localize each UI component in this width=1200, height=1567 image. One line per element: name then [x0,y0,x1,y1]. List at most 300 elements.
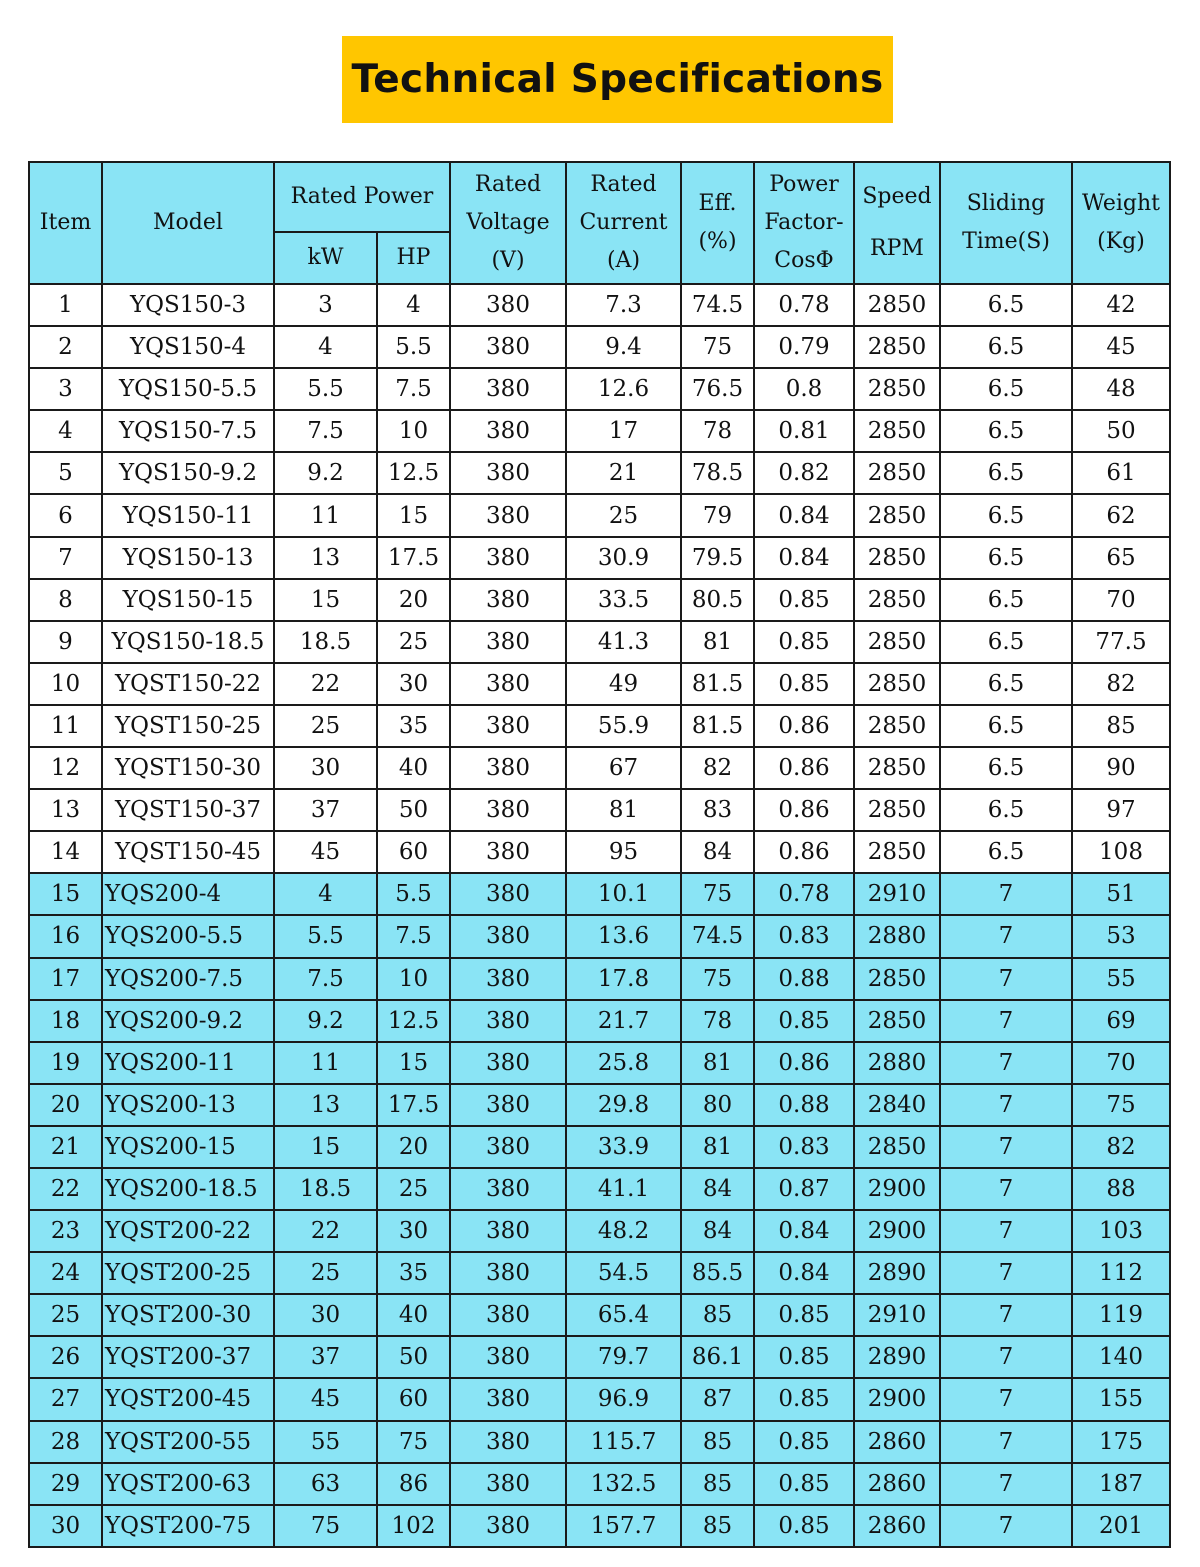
cell-eff: 76.5 [681,368,754,410]
cell-weight: 82 [1072,1126,1170,1168]
cell-pf: 0.86 [754,1042,854,1084]
cell-hp: 50 [377,1336,450,1378]
cell-model: YQST200-63 [102,1463,274,1505]
cell-speed: 2850 [854,705,940,747]
cell-current: 25.8 [566,1042,681,1084]
cell-weight: 90 [1072,747,1170,789]
cell-model: YQS200-9.2 [102,1000,274,1042]
cell-eff: 75 [681,326,754,368]
header-speed [854,162,940,284]
header-power-factor-line-1: Power [769,172,839,197]
cell-current: 21.7 [566,1000,681,1042]
cell-item: 21 [29,1126,102,1168]
cell-kw: 45 [274,831,377,873]
cell-hp: 12.5 [377,1000,450,1042]
header-sliding-time [940,162,1072,284]
table-row [29,537,1170,579]
cell-model: YQS150-18.5 [102,621,274,663]
cell-current: 95 [566,831,681,873]
cell-eff: 81 [681,1126,754,1168]
cell-voltage: 380 [450,831,566,873]
cell-hp: 5.5 [377,326,450,368]
cell-pf: 0.88 [754,958,854,1000]
cell-voltage: 380 [450,1168,566,1210]
header-rated-voltage-line-3: (V) [491,248,525,273]
cell-weight: 48 [1072,368,1170,410]
cell-current: 10.1 [566,873,681,915]
page-title: Technical Specifications [351,57,884,102]
cell-eff: 84 [681,1168,754,1210]
cell-speed: 2860 [854,1421,940,1463]
cell-item: 22 [29,1168,102,1210]
cell-weight: 119 [1072,1294,1170,1336]
cell-model: YQS200-13 [102,1084,274,1126]
table-row [29,747,1170,789]
cell-eff: 83 [681,789,754,831]
cell-kw: 7.5 [274,410,377,452]
cell-sliding: 6.5 [940,368,1072,410]
cell-current: 79.7 [566,1336,681,1378]
cell-voltage: 380 [450,1210,566,1252]
cell-sliding: 7 [940,1378,1072,1420]
cell-model: YQST150-37 [102,789,274,831]
cell-kw: 4 [274,326,377,368]
cell-item: 2 [29,326,102,368]
cell-pf: 0.83 [754,915,854,957]
cell-sliding: 7 [940,915,1072,957]
cell-kw: 15 [274,579,377,621]
cell-weight: 62 [1072,494,1170,536]
cell-eff: 85.5 [681,1252,754,1294]
cell-weight: 103 [1072,1210,1170,1252]
cell-eff: 81.5 [681,663,754,705]
cell-current: 65.4 [566,1294,681,1336]
table-row [29,368,1170,410]
cell-model: YQS200-4 [102,873,274,915]
cell-voltage: 380 [450,873,566,915]
cell-weight: 70 [1072,579,1170,621]
cell-speed: 2900 [854,1210,940,1252]
header-rated-voltage-line-2: Voltage [466,210,550,235]
header-rated-voltage-line-1: Rated [474,172,542,197]
table-row [29,1210,1170,1252]
table-row [29,1336,1170,1378]
cell-current: 17.8 [566,958,681,1000]
cell-voltage: 380 [450,1294,566,1336]
cell-model: YQS150-13 [102,537,274,579]
cell-item: 30 [29,1505,102,1547]
cell-item: 7 [29,537,102,579]
cell-speed: 2860 [854,1505,940,1547]
cell-hp: 7.5 [377,915,450,957]
header-sliding-time-line-2: Time(S) [962,229,1050,254]
table-row [29,831,1170,873]
cell-model: YQS200-11 [102,1042,274,1084]
cell-kw: 75 [274,1505,377,1547]
cell-weight: 70 [1072,1042,1170,1084]
header-hp: HP [377,232,450,284]
cell-item: 26 [29,1336,102,1378]
cell-speed: 2850 [854,494,940,536]
cell-current: 67 [566,747,681,789]
cell-speed: 2860 [854,1463,940,1505]
cell-weight: 82 [1072,663,1170,705]
cell-current: 30.9 [566,537,681,579]
cell-model: YQS150-15 [102,579,274,621]
cell-eff: 85 [681,1463,754,1505]
cell-eff: 78 [681,1000,754,1042]
cell-sliding: 7 [940,1210,1072,1252]
cell-pf: 0.85 [754,1421,854,1463]
cell-item: 8 [29,579,102,621]
cell-item: 3 [29,368,102,410]
cell-weight: 187 [1072,1463,1170,1505]
table-row [29,1252,1170,1294]
cell-weight: 201 [1072,1505,1170,1547]
cell-sliding: 6.5 [940,705,1072,747]
cell-kw: 22 [274,663,377,705]
cell-voltage: 380 [450,1336,566,1378]
cell-eff: 85 [681,1421,754,1463]
header-rated-current-line-1: Rated [590,172,657,197]
header-efficiency [681,162,754,284]
header-sliding-time-line-1: Sliding [966,191,1046,216]
cell-eff: 81 [681,621,754,663]
header-efficiency-line-1: Eff. [698,191,737,216]
cell-voltage: 380 [450,1463,566,1505]
header-speed-line-2: RPM [870,236,924,261]
cell-weight: 112 [1072,1252,1170,1294]
cell-model: YQST200-25 [102,1252,274,1294]
cell-weight: 45 [1072,326,1170,368]
cell-sliding: 7 [940,1252,1072,1294]
cell-voltage: 380 [450,452,566,494]
cell-kw: 7.5 [274,958,377,1000]
cell-pf: 0.85 [754,1000,854,1042]
cell-eff: 80 [681,1084,754,1126]
cell-sliding: 6.5 [940,663,1072,705]
cell-current: 41.1 [566,1168,681,1210]
cell-pf: 0.84 [754,1252,854,1294]
cell-kw: 22 [274,1210,377,1252]
cell-model: YQS150-7.5 [102,410,274,452]
cell-voltage: 380 [450,1378,566,1420]
cell-weight: 75 [1072,1084,1170,1126]
cell-model: YQS150-4 [102,326,274,368]
cell-kw: 25 [274,1252,377,1294]
cell-sliding: 7 [940,1294,1072,1336]
cell-pf: 0.79 [754,326,854,368]
cell-sliding: 6.5 [940,326,1072,368]
header-item: Item [29,162,102,284]
cell-model: YQS150-5.5 [102,368,274,410]
cell-weight: 50 [1072,410,1170,452]
cell-voltage: 380 [450,663,566,705]
cell-speed: 2880 [854,1042,940,1084]
table-row [29,1463,1170,1505]
cell-current: 25 [566,494,681,536]
cell-speed: 2840 [854,1084,940,1126]
cell-hp: 35 [377,1252,450,1294]
cell-voltage: 380 [450,705,566,747]
cell-hp: 60 [377,1378,450,1420]
cell-item: 14 [29,831,102,873]
cell-eff: 78 [681,410,754,452]
cell-current: 21 [566,452,681,494]
cell-speed: 2850 [854,537,940,579]
cell-speed: 2850 [854,452,940,494]
header-weight-line-1: Weight [1082,191,1160,216]
cell-voltage: 380 [450,747,566,789]
cell-pf: 0.85 [754,1463,854,1505]
cell-weight: 108 [1072,831,1170,873]
cell-eff: 78.5 [681,452,754,494]
header-rated-current [566,162,681,284]
table-header [29,162,1170,284]
cell-hp: 75 [377,1421,450,1463]
table-row [29,452,1170,494]
cell-speed: 2850 [854,958,940,1000]
cell-kw: 9.2 [274,1000,377,1042]
cell-sliding: 7 [940,1084,1072,1126]
cell-sliding: 7 [940,958,1072,1000]
cell-eff: 79 [681,494,754,536]
cell-eff: 79.5 [681,537,754,579]
cell-model: YQS200-7.5 [102,958,274,1000]
cell-model: YQS150-11 [102,494,274,536]
cell-current: 157.7 [566,1505,681,1547]
cell-current: 29.8 [566,1084,681,1126]
cell-speed: 2910 [854,1294,940,1336]
cell-pf: 0.78 [754,873,854,915]
spec-table [28,161,1171,1548]
header-efficiency-line-2: (%) [698,229,737,254]
table-body [29,284,1170,1547]
cell-pf: 0.85 [754,1336,854,1378]
cell-sliding: 6.5 [940,621,1072,663]
table-row [29,1168,1170,1210]
table-row [29,1505,1170,1547]
cell-item: 23 [29,1210,102,1252]
cell-hp: 10 [377,410,450,452]
cell-pf: 0.85 [754,663,854,705]
table-row [29,1126,1170,1168]
cell-sliding: 6.5 [940,789,1072,831]
cell-pf: 0.84 [754,1210,854,1252]
cell-sliding: 6.5 [940,747,1072,789]
cell-hp: 5.5 [377,873,450,915]
cell-item: 1 [29,284,102,326]
cell-pf: 0.84 [754,494,854,536]
cell-pf: 0.85 [754,621,854,663]
cell-speed: 2890 [854,1336,940,1378]
cell-item: 4 [29,410,102,452]
cell-eff: 81.5 [681,705,754,747]
cell-hp: 17.5 [377,537,450,579]
cell-model: YQS200-18.5 [102,1168,274,1210]
cell-weight: 61 [1072,452,1170,494]
cell-kw: 5.5 [274,915,377,957]
cell-voltage: 380 [450,537,566,579]
table-row [29,663,1170,705]
cell-kw: 30 [274,1294,377,1336]
cell-sliding: 7 [940,1421,1072,1463]
table-row [29,789,1170,831]
cell-eff: 80.5 [681,579,754,621]
cell-sliding: 6.5 [940,452,1072,494]
cell-weight: 55 [1072,958,1170,1000]
cell-current: 48.2 [566,1210,681,1252]
cell-item: 16 [29,915,102,957]
cell-weight: 155 [1072,1378,1170,1420]
cell-kw: 18.5 [274,621,377,663]
cell-item: 25 [29,1294,102,1336]
cell-voltage: 380 [450,789,566,831]
cell-weight: 69 [1072,1000,1170,1042]
header-model: Model [102,162,274,284]
cell-model: YQS200-15 [102,1126,274,1168]
cell-kw: 5.5 [274,368,377,410]
header-rated-power: Rated Power [274,162,450,232]
table-row [29,284,1170,326]
cell-current: 33.9 [566,1126,681,1168]
cell-weight: 42 [1072,284,1170,326]
cell-voltage: 380 [450,579,566,621]
cell-weight: 77.5 [1072,621,1170,663]
cell-current: 115.7 [566,1421,681,1463]
cell-eff: 86.1 [681,1336,754,1378]
table-row [29,1294,1170,1336]
cell-current: 96.9 [566,1378,681,1420]
cell-speed: 2890 [854,1252,940,1294]
cell-pf: 0.84 [754,537,854,579]
table-row [29,1042,1170,1084]
cell-voltage: 380 [450,368,566,410]
cell-pf: 0.86 [754,831,854,873]
cell-eff: 74.5 [681,915,754,957]
cell-sliding: 7 [940,1000,1072,1042]
cell-sliding: 7 [940,1168,1072,1210]
cell-model: YQS200-5.5 [102,915,274,957]
cell-speed: 2850 [854,621,940,663]
cell-eff: 87 [681,1378,754,1420]
cell-item: 13 [29,789,102,831]
cell-speed: 2880 [854,915,940,957]
cell-kw: 18.5 [274,1168,377,1210]
cell-item: 20 [29,1084,102,1126]
cell-model: YQST150-45 [102,831,274,873]
cell-eff: 82 [681,747,754,789]
cell-kw: 13 [274,1084,377,1126]
cell-hp: 15 [377,1042,450,1084]
cell-model: YQST150-25 [102,705,274,747]
cell-weight: 51 [1072,873,1170,915]
table-row [29,326,1170,368]
cell-hp: 50 [377,789,450,831]
header-rated-current-line-2: Current [579,210,668,235]
cell-speed: 2850 [854,326,940,368]
header-power-factor-line-3: CosΦ [774,248,834,273]
table-row [29,1084,1170,1126]
cell-model: YQST200-45 [102,1378,274,1420]
cell-voltage: 380 [450,915,566,957]
cell-hp: 102 [377,1505,450,1547]
cell-sliding: 7 [940,1042,1072,1084]
table-row [29,1378,1170,1420]
cell-current: 33.5 [566,579,681,621]
cell-speed: 2850 [854,789,940,831]
cell-voltage: 380 [450,621,566,663]
header-weight [1072,162,1170,284]
cell-sliding: 6.5 [940,579,1072,621]
cell-hp: 30 [377,663,450,705]
cell-hp: 40 [377,747,450,789]
cell-weight: 88 [1072,1168,1170,1210]
cell-hp: 86 [377,1463,450,1505]
cell-speed: 2900 [854,1378,940,1420]
cell-item: 12 [29,747,102,789]
cell-voltage: 380 [450,494,566,536]
cell-sliding: 6.5 [940,831,1072,873]
cell-current: 49 [566,663,681,705]
cell-speed: 2850 [854,1000,940,1042]
cell-model: YQS150-9.2 [102,452,274,494]
cell-sliding: 6.5 [940,537,1072,579]
cell-hp: 4 [377,284,450,326]
cell-speed: 2850 [854,284,940,326]
cell-sliding: 7 [940,1505,1072,1547]
cell-speed: 2900 [854,1168,940,1210]
cell-item: 24 [29,1252,102,1294]
header-rated-current-line-3: (A) [606,248,641,273]
cell-sliding: 7 [940,1336,1072,1378]
cell-speed: 2850 [854,747,940,789]
cell-speed: 2850 [854,368,940,410]
cell-current: 81 [566,789,681,831]
cell-hp: 25 [377,621,450,663]
cell-hp: 15 [377,494,450,536]
table-row [29,1000,1170,1042]
cell-sliding: 6.5 [940,410,1072,452]
table-row [29,579,1170,621]
cell-eff: 84 [681,831,754,873]
cell-hp: 10 [377,958,450,1000]
table-row [29,915,1170,957]
cell-speed: 2850 [854,410,940,452]
cell-eff: 75 [681,958,754,1000]
cell-voltage: 380 [450,1421,566,1463]
cell-weight: 53 [1072,915,1170,957]
cell-current: 12.6 [566,368,681,410]
cell-kw: 37 [274,1336,377,1378]
cell-hp: 20 [377,579,450,621]
cell-speed: 2910 [854,873,940,915]
cell-model: YQST200-75 [102,1505,274,1547]
cell-item: 17 [29,958,102,1000]
cell-hp: 30 [377,1210,450,1252]
table-row [29,1421,1170,1463]
cell-pf: 0.82 [754,452,854,494]
cell-sliding: 7 [940,1463,1072,1505]
cell-current: 9.4 [566,326,681,368]
cell-voltage: 380 [450,410,566,452]
header-rated-voltage [450,162,566,284]
table-row [29,873,1170,915]
cell-voltage: 380 [450,1126,566,1168]
cell-model: YQS150-3 [102,284,274,326]
header-speed-line-1: Speed [862,184,932,209]
cell-model: YQST200-55 [102,1421,274,1463]
